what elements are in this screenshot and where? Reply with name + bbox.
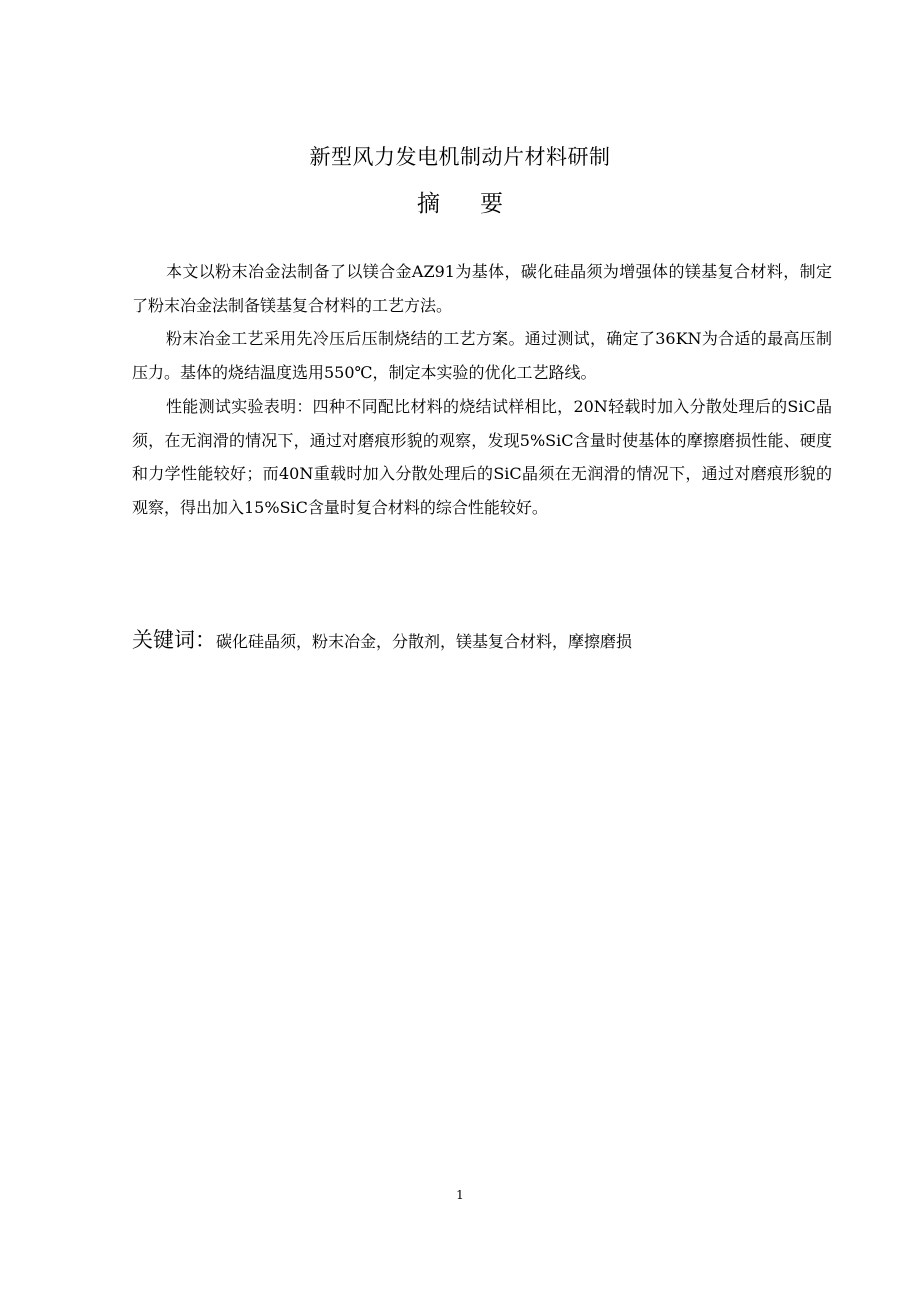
page-number: 1 — [456, 1188, 464, 1202]
abstract-paragraph: 粉末冶金工艺采用先冷压后压制烧结的工艺方案。通过测试，确定了36KN为合适的最高压制压力。基体的烧结温度选用550℃，制定本实验的优化工艺路线。 — [132, 329, 832, 383]
document-title: 新型风力发电机制动片材料研制 — [309, 145, 611, 169]
keywords-text: 碳化硅晶须，粉末冶金，分散剂，镁基复合材料，摩擦磨损 — [216, 632, 633, 651]
abstract-heading: 摘要 — [417, 191, 543, 217]
abstract-paragraph: 性能测试实验表明：四种不同配比材料的烧结试样相比，20N轻载时加入分散处理后的SiC晶须，在无润滑的情况下，通过对磨痕形貌的观察，发现5%SiC含量时使基体的摩擦磨损性能、硬度和力学性能较好；而40N重载时加入分散处理后的SiC晶须在无润滑的情况下，通过对磨痕形貌的观察，得出加入15%SiC含量时复合材料的综合性能较好。 — [132, 396, 832, 517]
keywords-line — [132, 624, 832, 658]
abstract-body — [132, 255, 832, 525]
abstract-paragraph: 本文以粉末冶金法制备了以镁合金AZ91为基体，碳化硅晶须为增强体的镁基复合材料，制定了粉末冶金法制备镁基复合材料的工艺方法。 — [132, 262, 832, 315]
keywords-label: 关键词： — [132, 628, 216, 652]
